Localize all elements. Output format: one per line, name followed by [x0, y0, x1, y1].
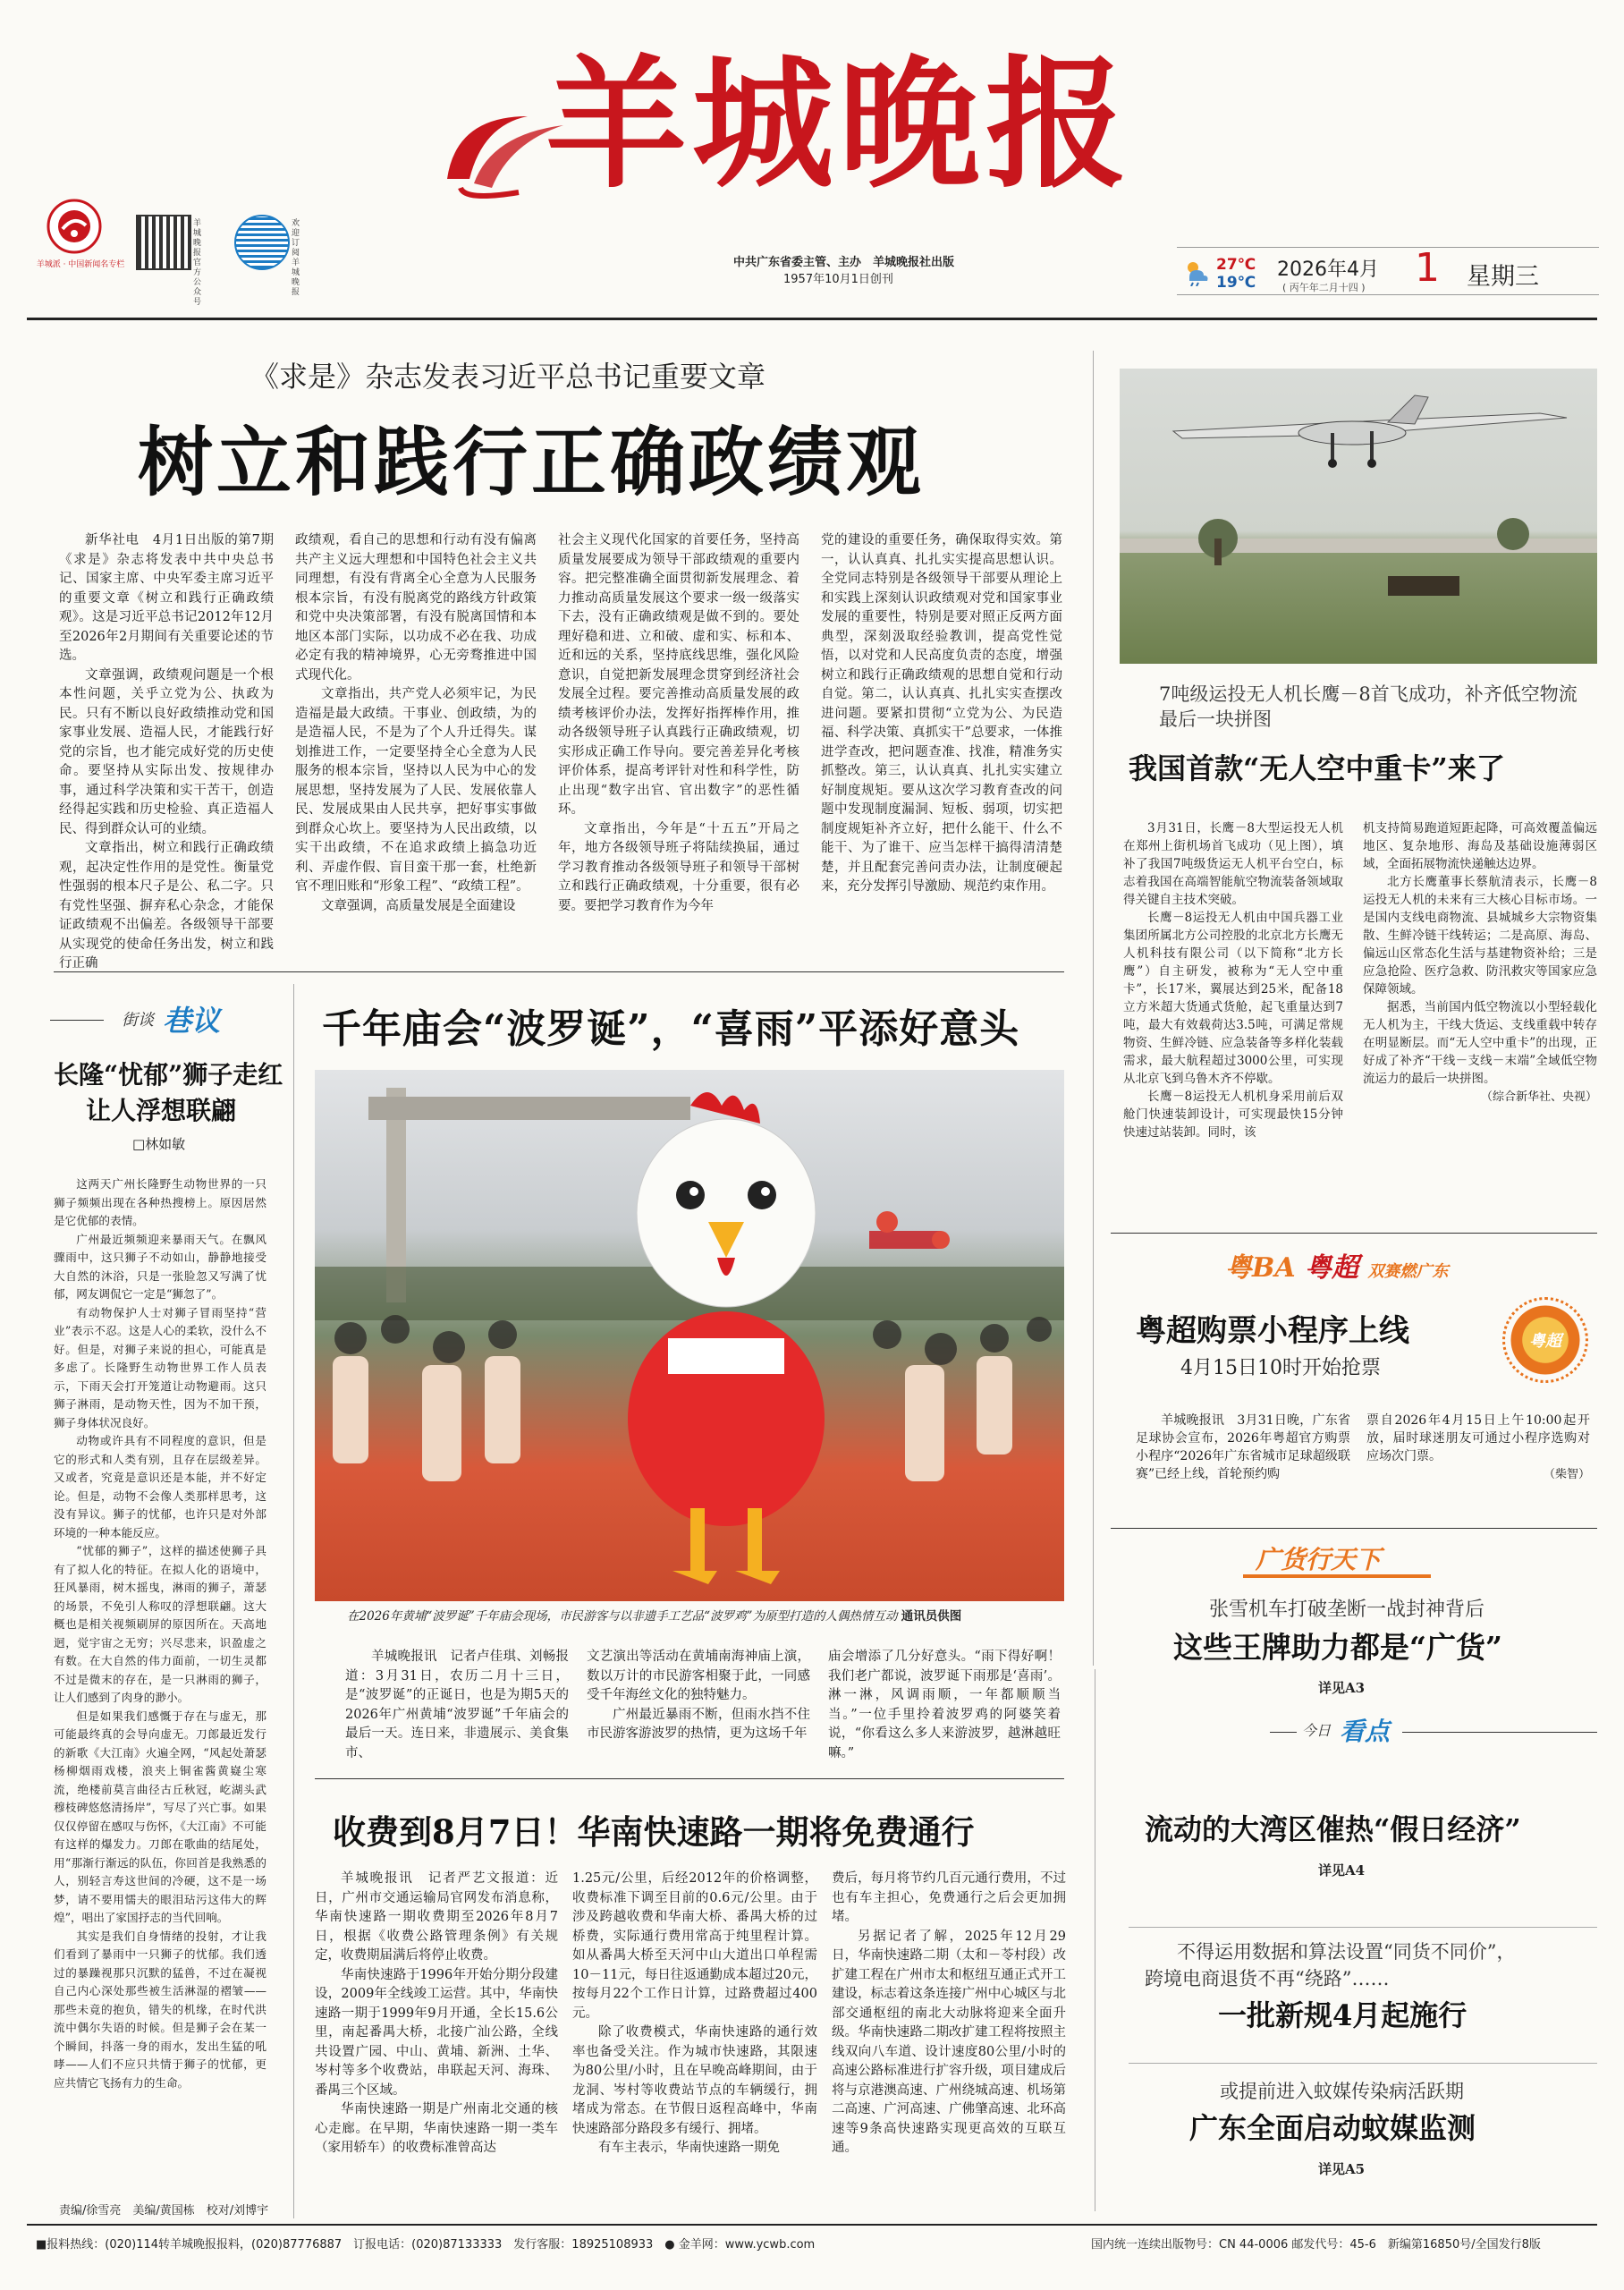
masthead-title: 羊城晚报	[546, 42, 1132, 208]
column-headline-2: 让人浮想联翩	[86, 1096, 237, 1125]
section-divider	[315, 1778, 1064, 1779]
expressway-col-2	[572, 1870, 817, 2159]
promo3-sub1: 不得运用数据和算法设置“同货不同价”，	[1177, 1941, 1516, 1963]
masthead-rule	[1177, 247, 1599, 295]
masthead-founded: 1957年10月1日创刊	[783, 273, 893, 286]
drone-photo-caption: 7吨级运投无人机长鹰－8首飞成功，补齐低空物流最后一块拼图	[1159, 683, 1577, 730]
lead-para: 文章强调，高质量发展是全面建设	[321, 898, 516, 913]
promo3-title[interactable]: 一批新规4月起施行	[1218, 1998, 1468, 2032]
drone-col-1	[1123, 819, 1343, 1141]
column-para: 但是如果我们感慨于存在与虚无，那可能最终真的会导向虚无。刀郎最近发行的新歌《大江南》火遍全网，“风起处萧瑟杨柳烟雨戏楼，浪夹上铜雀酱黄嶷尘寒流，绝楼前莫言曲径古丘秋冠，屹湖头武穆枝碑悠悠清扬岸”，写尽了兴亡事。如果仅仅停留在感叹与伤怀，《大江南》不可能有这样的爆发力。刀郎在歌曲的结尾处，用“那渐行渐远的队伍，你回首是我熟悉的人，别轻言寿这世间的冷硬，这不是一场梦，请不要用懦夫的眼泪玷污这伟大的辉煌”，唱出了家国抒志的当代回响。	[54, 1709, 266, 1924]
column-headline-1: 长隆“忧郁”狮子走红	[54, 1060, 283, 1090]
lead-para: 政绩观，看自己的思想和行动有没有偏离共产主义远大理想和中国特色社会主义共同理想，有没有背离全心全意为人民服务根本宗旨，有没有脱离党的路线方针政策和党中央决策部署，有没有脱离国情和本地区本部门实际，以功成不必在我、功成必定有我的精神境界，心无旁骛推进中国式现代化。	[295, 533, 537, 683]
promo3-sub2: 跨境电商退货不再“绕路”……	[1145, 1968, 1390, 1989]
drone-para: 据悉，当前国内低空物流以小型轻载化无人机为主，干线大货运、支线重载中转存在明显断层。而“无人空中重卡”的出现，正好成了补齐“干线－支线－末端”全域低空物流运力的最后一块拼图。	[1363, 1000, 1597, 1086]
temple-photo-caption	[347, 1608, 1062, 1625]
drone-para: 长鹰－8运投无人机由中国兵器工业集团所属北方公司控股的北京北方长鹰无人机科技有限公司（以下简称“北方长鹰”）自主研发，被称为“无人空中重卡”，长17米，翼展达到25米，配备18立方米超大货通式货舱，起飞重量达到7吨，最大有效载荷达3.5吨，可满足常规物资、生鲜冷链、应急装备等多样化装载需求，最大航程超过3000公里，可实现从北京飞到乌鲁木齐不停歇。	[1123, 911, 1343, 1086]
temple-caption-text: 在2026年黄埔“波罗诞”千年庙会现场，市民游客与以非遗手工艺品“波罗鸡”为原型打造的人偶热情互动	[347, 1609, 898, 1624]
football-brand	[1225, 1245, 1449, 1285]
lead-col-1	[59, 531, 274, 974]
lead-para: 文章指出，共产党人必须牢记，为民造福是最大政绩。干事业、创政绩，为的是造福人民，不是为了个人升迁得失。谋划推进工作，一定要坚持全心全意为人民服务的根本宗旨，坚持以人民为中心的发展思想，坚持发展为了人民、发展依靠人民、发展成果由人民共享，把好事实事做到群众心坎上。要坚持为人民出政绩，以实干出政绩，不在追求政绩上搞急功近利、弄虚作假、盲目蛮干那一套，杜绝新官不理旧账和“形象工程”、“政绩工程”。	[295, 687, 537, 894]
lead-para: 社会主义现代化国家的首要任务，坚持高质量发展要成为领导干部政绩观的重要内容。把完整准确全面贯彻新发展理念、着力推动高质量发展这个要求一级一级落实下去，没有正确政绩观是做不到的。要处理好稳和进、立和破、虚和实、标和本、近和远的关系，坚持底线思维，强化风险意识，自觉把新发展理念贯穿到经济社会发展全过程。要完善推动高质量发展的政绩考核评价办法，发挥好指挥棒作用，推动各级领导班子认真践行正确政绩观，切实形成正确工作导向。要完善差异化考核评价体系，提高考评针对性和科学性，防止出现“数字出官、官出数字”的恶性循环。	[558, 533, 799, 817]
promo2-tag	[1270, 1712, 1597, 1748]
column-para: 动物或许具有不同程度的意识，但是它的形式和人类有别，且存在层级差异。又或者，究竟是意识还是本能，并不好定论。但是，动物不会像人类那样思考，这没有异议。狮子的忧郁，也许只是对外部环境的一种本能反应。	[54, 1434, 266, 1539]
drone-para: 3月31日，长鹰－8大型运投无人机在郑州上街机场首飞成功（见上图），填补了我国7吨级货运无人机平台空白，标志着我国在高端智能航空物流装备领域取得关键自主技术突破。	[1123, 821, 1343, 907]
temple-para: 广州最近暴雨不断，但雨水挡不住市民游客游波罗的热情，更为这场千年	[587, 1707, 810, 1741]
temple-headline: 千年庙会“波罗诞”，“喜雨”平添好意头	[322, 1006, 1020, 1052]
lead-kicker: 《求是》杂志发表习近平总书记重要文章	[250, 360, 766, 394]
expressway-para: 华南快速路一期是广州南北交通的核心走廊。在早期，华南快速路一期一类车（家用轿车）的收费标准曾高达	[315, 2102, 558, 2155]
promo4-sub: 或提前进入蚊媒传染病活跃期	[1220, 2081, 1464, 2102]
column-para: 广州最近频频迎来暴雨天气。在飘风骤雨中，这只狮子不动如山，静静地接受大自然的沐浴，只是一张脸忽又写满了忧郁，网友调侃它一定是“狮忽了”。	[54, 1232, 266, 1301]
masthead-logo-icon	[47, 199, 102, 254]
drone-para: 长鹰－8运投无人机机身采用前后双舱门快速装卸设计，可实现最快15分钟快速过站装卸。同时，该	[1123, 1090, 1343, 1140]
column-body	[54, 1175, 266, 2092]
expressway-para: 1.25元/公里，后经2012年的价格调整，收费标准下调至目前的0.6元/公里。由于涉及跨越收费和华南大桥、番禺大桥的过桥费，实际通行费用常高于纯里程计算。如从番禺大桥至天河中山大道出口单程需10－11元，每日往返通勤成本超过20元，按每月22个工作日计算，过路费超过400元。	[572, 1871, 817, 2021]
section-divider	[1111, 1528, 1597, 1529]
section-divider	[1129, 1927, 1597, 1928]
tag-rule	[1270, 1732, 1297, 1733]
football-col-2	[1366, 1412, 1590, 1485]
expressway-para: 有车主表示，华南快速路一期免	[598, 2141, 780, 2155]
badge-text: 粤超	[1529, 1332, 1561, 1351]
drone-source: （综合新华社、央视）	[1480, 1090, 1597, 1104]
temple-col-1	[345, 1648, 569, 1763]
drone-photo	[1120, 369, 1597, 664]
tag-rule	[50, 1020, 104, 1021]
football-headline: 粤超购票小程序上线	[1136, 1313, 1409, 1349]
promo1-banner-rule	[1243, 1574, 1431, 1578]
lead-col-3	[558, 531, 799, 916]
lead-para: 新华社电 4月1日出版的第7期《求是》杂志将发表中共中央总书记、国家主席、中央军委主席习近平的重要文章《树立和践行正确政绩观》。这是习近平总书记2012年12月至2026年2月期间有关重要论述的节选。	[59, 533, 274, 663]
column-para: 有动物保护人士对狮子冒雨坚持“营业”表示不忍。这是人心的柔软，没什么不好。但是，对狮子来说的担心，可能真是多虑了。长隆野生动物世界工作人员表示，下雨天会打开笼道让动物避雨。这只狮子淋雨，是动物天性，因为不加干预，狮子身体状况良好。	[54, 1305, 266, 1429]
drone-col-2	[1363, 819, 1597, 1107]
promo1-ref[interactable]: 详见A3	[1318, 1680, 1366, 1696]
football-source: （柴智）	[1543, 1468, 1590, 1481]
lunar-date: ( 丙午年二月十四 )	[1282, 282, 1366, 293]
brand-sub: 双赛燃广东	[1367, 1262, 1449, 1281]
expressway-para: 费后，每月将节约几百元通行费用，不过也有车主担心，免费通行之后会更加拥堵。	[832, 1871, 1066, 1924]
logo-caption: 羊城派 · 中国新闻名专栏	[36, 260, 125, 269]
brand-yuechao: 粤超	[1305, 1252, 1359, 1284]
masthead-divider	[27, 318, 1597, 320]
expressway-col-3	[832, 1870, 1066, 2159]
masthead-sponsor: 中共广东省委主管、主办 羊城晚报社出版	[733, 256, 955, 269]
temple-para: 文艺演出等活动在黄埔南海神庙上演，数以万计的市民游客相聚于此，一同感受千年海丝文化的独特魅力。	[587, 1650, 810, 1702]
column-para: 这两天广州长隆野生动物世界的一只狮子频频出现在各种热搜榜上。原因居然是它优郁的表情。	[54, 1177, 266, 1227]
temple-photo	[315, 1070, 1064, 1601]
football-badge-icon	[1502, 1297, 1588, 1383]
football-subhead: 4月15日10时开始抢票	[1180, 1357, 1381, 1379]
expressway-para: 羊城晚报讯 记者严艺文报道：近日，广州市交通运输局官网发布消息称，华南快速路一期收费期至2026年8月7日，根据《收费公路管理条例》有关规定，收费期届满后将停止收费。	[315, 1871, 558, 1963]
temple-para: 羊城晚报讯 记者卢佳琪、刘畅报道：3月31日，农历二月十三日，是“波罗诞”的正诞日，也是为期5天的2026年广州黄埔“波罗诞”千年庙会的最后一天。连日来，非遗展示、美食集市、	[345, 1650, 569, 1760]
expressway-para: 华南快速路于1996年开始分期分段建设，2009年全线竣工运营。其中，华南快速路一期于1999年9月开通，全长15.6公里，南起番禺大桥，北接广汕公路，全线共设置广园、中山、黄埔、新洲、土华、岑村等多个收费站，串联起天河、海珠、番禺三个区域。	[315, 1967, 558, 2098]
weather-high: 27℃	[1216, 256, 1256, 274]
column-tag-small: 街谈	[122, 1011, 154, 1030]
lead-headline: 树立和践行正确政绩观	[138, 418, 926, 506]
tag-rule	[1402, 1732, 1597, 1733]
column-divider	[293, 984, 294, 2218]
lead-col-4	[821, 531, 1062, 897]
masthead	[0, 0, 1624, 307]
promo1-title[interactable]: 这些王牌助力都是“广货”	[1173, 1630, 1502, 1665]
section-divider	[54, 971, 1064, 972]
football-col-1	[1136, 1412, 1350, 1483]
promo4-title[interactable]: 广东全面启动蚊媒监测	[1189, 2111, 1476, 2145]
qr2-label: 欢迎订阅羊城晚报	[292, 219, 300, 297]
lead-para: 党的建设的重要任务，确保取得实效。第一，认认真真、扎扎实实提高思想认识。全党同志特别是各级领导干部要从理论上和实践上深刻认识政绩观对党和国家事业发展的重要性，特别是要对照正反两方面典型，深刻汲取经验教训，提高党性觉悟，以对党和人民高度负责的态度，增强树立和践行正确政绩观的思想自觉和行动自觉。第二，认认真真、扎扎实实查摆改进问题。要紧扣贯彻“立党为公、为民造福、科学决策、真抓实干”总要求，一体推进学查改，把问题查准、找准，精准务实抓整改。第三，认认真真、扎扎实实建立好制度规矩。要从这次学习教育查改的问题中发现制度漏洞、短板、弱项，切实把制度规矩补齐立好，把什么能干、什么不能干、为了谁干、应当怎样干搞得清清楚楚，并且配套完善问责办法，让制度硬起来，充分发挥引导激励、规范约束作用。	[821, 533, 1062, 894]
weekday: 星期三	[1467, 263, 1539, 291]
lead-para: 文章强调，政绩观问题是一个根本性问题，关乎立党为公、执政为民。只有不断以良好政绩推动党和国家事业发展、造福人民，才能践行好党的宗旨，也才能完成好党的历史使命。要坚持从实际出发、按规律办事，通过科学决策和实干苦干，创造经得起实践和历史检验、真正造福人民、得到群众认可的业绩。	[59, 667, 274, 836]
date-year-month: 2026年4月	[1277, 259, 1379, 281]
column-divider	[1093, 351, 1094, 1666]
temple-col-2	[587, 1648, 810, 1744]
footer-editors: 责编/徐雪亮 美编/黄国栋 校对/刘博宇	[59, 2204, 269, 2218]
column-para: 其实是我们自身情绪的投射，才让我们看到了暴雨中一只狮子的忧郁。我们透过的暴躁视那只沉默的猛兽，不过在凝视自己内心深处那些被生活淋湿的褶皱——那些未竟的抱负，错失的机缘，在时代洪流中偶尔失语的时候。但是狮子会在某一个瞬间，抖落一身的雨水，发出生猛的吼哮——人们不应只共情于狮子的忧郁，更应共情它飞扬有力的生命。	[54, 1929, 266, 2090]
lead-para: 文章指出，树立和践行正确政绩观，起决定性作用的是党性。衡量党性强弱的根本尺子是公、私二字。只有党性坚强、摒弃私心杂念，才能保证政绩观不出偏差。各级领导干部要从实现党的使命任务出发，树立和践行正确	[59, 841, 274, 971]
promo4-ref[interactable]: 详见A5	[1318, 2161, 1366, 2177]
promo2-tag-big: 看点	[1340, 1717, 1391, 1746]
promo2-ref[interactable]: 详见A4	[1318, 1862, 1366, 1879]
footer-contacts: ■报料热线：(020)114转羊城晚报报料，(020)87776887 订报电话：(020)87133333 发行客服：18925108933 ● 金羊网：www.ycwb.com	[36, 2238, 816, 2252]
temple-col-3	[828, 1648, 1061, 1763]
football-para: 票自2026年4月15日上午10:00起开放，届时球迷朋友可通过小程序选购对应场次门票。	[1366, 1413, 1590, 1463]
football-para: 羊城晚报讯 3月31日晚，广东省足球协会宣布，2026年粤超官方购票小程序“2026年广东省城市足球超级联赛”已经上线，首轮预约购	[1136, 1413, 1350, 1481]
qr-code-icon	[234, 215, 290, 270]
temple-para: 庙会增添了几分好意头。“雨下得好啊！我们老广都说，波罗诞下雨那是‘喜雨’。淋一淋，风调雨顺，一年都顺顺当当。”一位手里拎着波罗鸡的阿婆笑着说，“你看这么多人来游波罗，越淋越旺嘛。”	[828, 1650, 1061, 1760]
column-para: “忧郁的狮子”，这样的描述使狮子具有了拟人化的特征。在拟人化的语境中，狂风暴雨，树木摇曳，淋雨的狮子，萧瑟的场景，不免引人称叹的浮想联翩。这大概也是相关视频刷屏的原因所在。天高地迥，觉宇宙之无穷；兴尽悲来，识盈虚之有数。在大自然的伟力面前，一切生灵都不过是微末的存在，是一只淋雨的狮子，让人们感到了肉身的渺小。	[54, 1544, 266, 1704]
promo1-sub: 张雪机车打破垄断一战封神背后	[1209, 1599, 1485, 1621]
temple-photo-credit: 通讯员供图	[901, 1609, 962, 1624]
section-divider	[1129, 2063, 1597, 2064]
promo1-banner: 广货行天下	[1256, 1545, 1382, 1574]
column-tag-big: 巷议	[163, 1004, 221, 1038]
drone-headline: 我国首款“无人空中重卡”来了	[1129, 751, 1505, 785]
expressway-para: 另据记者了解，2025年12月29日，华南快速路二期（太和－苓村段）改扩建工程在广州市太和枢纽互通正式开工建设，标志着这条连接广州中心城区与北部交通枢纽的南北大动脉将迎来全面升级。华南快速路二期改扩建工程将按照主线双向八车道、设计速度80公里/小时的高速公路标准进行扩容升级，项目建成后将与京港澳高速、广州绕城高速、机场第二高速、广河高速、广佛肇高速、北环高速等9条高快速路实现更高效的互联互通。	[832, 1929, 1066, 2155]
drone-para: 北方长鹰董事长蔡航清表示，长鹰－8运投无人机的未来有三大核心目标市场。一是国内支线电商物流、县城城乡大宗物资集散、生鲜冷链干线转运；二是高原、海岛、偏远山区常态化生活与基建物资补给；三是应急抢险、医疗急救、防汛救灾等国家应急保障领域。	[1363, 875, 1597, 997]
lead-para: 文章指出，今年是“十五五”开局之年，地方各级领导班子将陆续换届，通过学习教育推动各级领导班子和领导干部树立和践行正确政绩观，十分重要，很有必要。要把学习教育作为今年	[558, 821, 799, 913]
column-author: □林如敏	[132, 1136, 186, 1152]
footer-codes: 国内统一连续出版物号：CN 44-0006 邮发代号：45-6 新编第16850号/全国发行8版	[1091, 2238, 1541, 2252]
expressway-col-1	[315, 1870, 558, 2159]
lead-col-2	[295, 531, 537, 916]
brand-yueba: 粤BA	[1225, 1252, 1296, 1284]
promo2-tag-small: 今日	[1302, 1722, 1332, 1739]
promo2-title[interactable]: 流动的大湾区催热“假日经济”	[1145, 1812, 1521, 1846]
weather-low: 19℃	[1216, 274, 1256, 292]
footer-rule	[27, 2224, 1597, 2226]
drone-para: 机支持简易跑道短距起降，可高效覆盖偏远地区、复杂地形、海岛及基础设施薄弱区域，全面拓展物流快递触达边界。	[1363, 821, 1597, 871]
expressway-headline: 收费到8月7日！华南快速路一期将免费通行	[333, 1812, 975, 1852]
expressway-para: 除了收费模式，华南快速路的通行效率也备受关注。作为城市快速路，其限速为80公里/小时，且在早晚高峰期间，由于龙洞、岑村等收费站节点的车辆缓行，拥堵成为常态。在节假日返程高峰中，华南快速路部分路段多有缓行、拥堵。	[572, 2025, 817, 2136]
section-divider	[1111, 1233, 1597, 1234]
date-day: 1	[1415, 245, 1440, 291]
qr1-label: 羊城晚报官方公众号	[193, 219, 202, 307]
qr-code-icon	[136, 215, 191, 270]
